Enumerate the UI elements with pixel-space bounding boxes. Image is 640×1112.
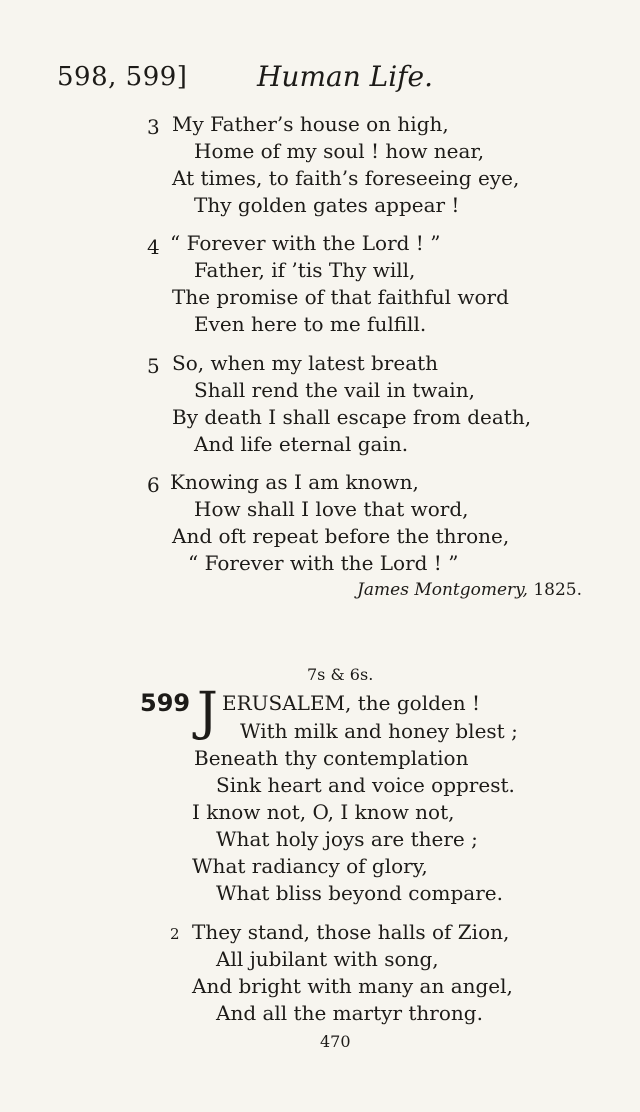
verse-line: “ Forever with the Lord ! ” <box>170 231 441 255</box>
verse-line: With milk and honey blest ; <box>240 719 518 743</box>
verse-line: My Father’s house on high, <box>172 112 449 136</box>
verse-line: By death I shall escape from death, <box>172 405 532 429</box>
verse-line: All jubilant with song, <box>216 947 439 971</box>
verse-line: Shall rend the vail in twain, <box>194 378 475 402</box>
author-year: 1825. <box>533 580 582 600</box>
verse-line: “ Forever with the Lord ! ” <box>188 551 459 575</box>
verse-line: Father, if ’tis Thy will, <box>194 258 416 282</box>
verse-line: Sink heart and voice opprest. <box>216 773 515 797</box>
verse-line: The promise of that faithful word <box>172 285 509 309</box>
verse-line: Knowing as I am known, <box>170 470 419 494</box>
header-hymn-numbers: 598, 599] <box>57 62 188 92</box>
verse-line: What holy joys are there ; <box>216 827 478 851</box>
verse-line: ERUSALEM, the golden ! <box>222 691 480 715</box>
header-section-title: Human Life. <box>257 60 434 93</box>
stanza-number: 5 <box>147 354 160 378</box>
meter-label: 7s & 6s. <box>307 665 374 684</box>
author-name: James Montgomery, <box>357 580 528 600</box>
attribution <box>357 580 582 600</box>
verse-line: What radiancy of glory, <box>192 854 428 878</box>
verse-line: How shall I love that word, <box>194 497 469 521</box>
stanza-number: 2 <box>170 925 180 943</box>
hymn-number: 599 <box>140 689 191 717</box>
verse-line: I know not, O, I know not, <box>192 800 455 824</box>
stanza-number: 6 <box>147 473 160 497</box>
stanza-number: 4 <box>147 235 160 259</box>
verse-line: Home of my soul ! how near, <box>194 139 485 163</box>
verse-line: Beneath thy contemplation <box>194 746 469 770</box>
verse-line: What bliss beyond compare. <box>216 881 503 905</box>
verse-line: So, when my latest breath <box>172 351 439 375</box>
verse-line: Even here to me fulfill. <box>194 312 427 336</box>
drop-cap: J <box>197 682 218 742</box>
verse-line: And oft repeat before the throne, <box>172 524 510 548</box>
stanza-number: 3 <box>147 115 160 139</box>
page-number: 470 <box>320 1032 351 1051</box>
verse-line: Thy golden gates appear ! <box>194 193 460 217</box>
verse-line: And bright with many an angel, <box>192 974 513 998</box>
verse-line: At times, to faith’s foreseeing eye, <box>172 166 520 190</box>
verse-line: And life eternal gain. <box>194 432 409 456</box>
verse-line: They stand, those halls of Zion, <box>192 920 510 944</box>
verse-line: And all the martyr throng. <box>216 1001 483 1025</box>
